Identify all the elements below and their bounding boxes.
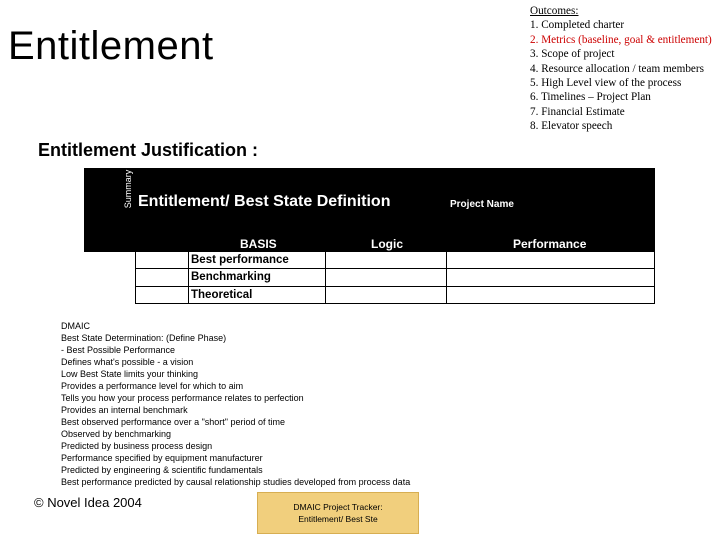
table-cell [136, 286, 189, 303]
column-header-basis: BASIS [240, 237, 277, 251]
table-cell-basis: Best performance [189, 252, 326, 269]
outcome-item: 5. High Level view of the process [530, 77, 682, 90]
note-line: Predicted by engineering & scientific fundamentals [61, 465, 263, 475]
table-cell-logic [326, 286, 447, 303]
outcome-item: 2. Metrics (baseline, goal & entitlement) [530, 33, 712, 46]
note-line: Predicted by business process design [61, 441, 213, 451]
table-row [136, 269, 655, 286]
note-line: Provides a performance level for which to aim [61, 381, 244, 391]
outcome-item: 7. Financial Estimate [530, 105, 625, 118]
table-cell-performance [447, 269, 655, 286]
note-line: DMAIC [61, 321, 90, 331]
section-heading: Entitlement Justification : [38, 140, 259, 160]
table-cell-logic [326, 269, 447, 286]
note-line: Provides an internal benchmark [61, 405, 188, 415]
table-row [136, 252, 655, 269]
note-line: Best performance predicted by causal relationship studies developed from process data [61, 477, 411, 487]
page-title: Entitlement [8, 24, 214, 68]
copyright-footer: © Novel Idea 2004 [34, 495, 142, 510]
note-line: Performance specified by equipment manufacturer [61, 453, 263, 463]
tracker-button-line1: DMAIC Project Tracker: [293, 502, 383, 512]
note-line: - Best Possible Performance [61, 345, 176, 355]
outcome-item: 8. Elevator speech [530, 120, 613, 133]
outcome-item: 3. Scope of project [530, 48, 615, 61]
table-row [136, 286, 655, 303]
summary-tab [120, 168, 136, 214]
summary-table-title: Entitlement/ Best State Definition [138, 193, 391, 210]
note-line: Best State Determination: (Define Phase) [61, 333, 227, 343]
project-tracker-button[interactable] [257, 492, 419, 534]
table-cell-performance [447, 286, 655, 303]
table-cell-performance [447, 252, 655, 269]
note-line: Observed by benchmarking [61, 429, 172, 439]
note-line: Defines what's possible - a vision [61, 357, 194, 367]
table-cell [136, 252, 189, 269]
table-cell-basis: Benchmarking [189, 269, 326, 286]
notes-text [61, 320, 410, 488]
outcome-item: 6. Timelines – Project Plan [530, 91, 651, 104]
outcome-item: 4. Resource allocation / team members [530, 62, 704, 75]
table-cell [136, 269, 189, 286]
note-line: Low Best State limits your thinking [61, 369, 199, 379]
table-cell-basis: Theoretical [189, 286, 326, 303]
tracker-button-line2: Entitlement/ Best Ste [298, 514, 378, 524]
summary-table [135, 251, 655, 304]
summary-tab-label: Summary [123, 169, 133, 209]
column-header-performance: Performance [513, 237, 587, 251]
column-header-logic: Logic [371, 237, 403, 251]
outcomes-list [530, 4, 720, 134]
table-cell-logic [326, 252, 447, 269]
outcome-item: 1. Completed charter [530, 19, 625, 32]
note-line: Tells you how your process performance relates to perfection [61, 393, 304, 403]
project-name-label: Project Name [450, 199, 514, 210]
outcomes-header: Outcomes: [530, 5, 579, 17]
note-line: Best observed performance over a "short" period of time [61, 417, 285, 427]
